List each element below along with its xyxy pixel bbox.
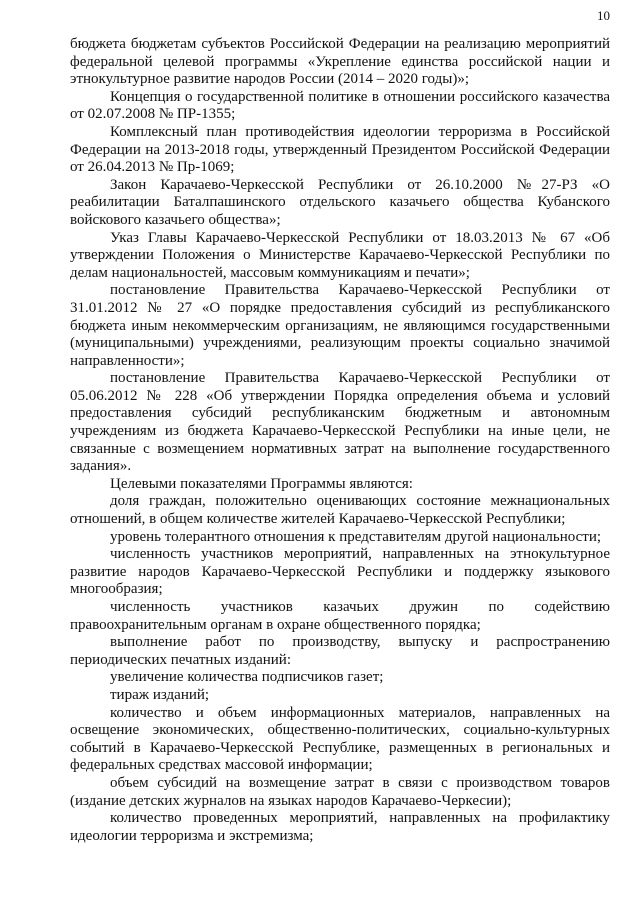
page-number: 10 — [597, 8, 610, 23]
paragraph: уровень толерантного отношения к представителям другой национальности; — [110, 528, 602, 545]
paragraph: Концепция о государственной политике в отношении российского казачества от 02.07.2008 № ПР-1355; — [70, 88, 610, 123]
paragraph: количество проведенных мероприятий, направленных на профилактику идеологии терроризма и экстремизма; — [70, 810, 610, 844]
paragraph: объем субсидий на возмещение затрат в связи с производством товаров (издание детских журналов на языках народов Карачаево-Черкесии); — [70, 774, 610, 809]
paragraph: увеличение количества подписчиков газет; — [110, 669, 384, 686]
paragraph: доля граждан, положительно оценивающих состояние межнациональных отношений, в общем количестве жителей Карачаево-Черкесской Республики; — [70, 493, 610, 528]
paragraph: численность участников казачьих дружин по содействию правоохранительным органам в охране общественного порядка; — [70, 599, 610, 633]
paragraph: бюджета бюджетам субъектов Российской Федерации на реализацию мероприятий федеральной целевой программы «Укрепление единства российской нации и этнокультурное развитие народов России (2014 – 2020 годы)»; — [70, 36, 610, 88]
paragraph: Целевыми показателями Программы являются: — [110, 475, 413, 492]
paragraph: количество и объем информационных материалов, направленных на освещение экономических, общественно-политических, социально-культурных событий в Карачаево-Черкесской Республике, размещенных в региональных и федеральных средствах массовой информации; — [70, 704, 610, 774]
paragraph: тираж изданий; — [110, 686, 210, 703]
paragraph: постановление Правительства Карачаево-Черкесской Республики от 31.01.2012 № 27 «О порядке предоставления субсидий из республиканского бюджета иным некоммерческим организациям, не являющимся государственными (муниципальными) учреждениями, реализующим проекты социально значимой направленности»; — [70, 282, 610, 369]
paragraph: Закон Карачаево-Черкесской Республики от 26.10.2000 №27-РЗ «О реабилитации Баталпашинского отдельского казачьего общества Кубанского войскового казачьего общества»; — [70, 176, 610, 228]
document-body — [70, 36, 610, 845]
paragraph: выполнение работ по производству, выпуску и распространению периодических печатных изданий: — [70, 634, 610, 668]
paragraph: Указ Главы Карачаево-Черкесской Республики от 18.03.2013 № 67 «Об утверждении Положения о Министерстве Карачаево-Черкесской Республики по делам национальностей, массовым коммуникациям и печати»; — [70, 229, 610, 281]
paragraph: постановление Правительства Карачаево-Черкесской Республики от 05.06.2012 № 228 «Об утверждении Порядка определения объема и условий предоставления субсидий республиканским бюджетным и автономным учреждениям из бюджета Карачаево-Черкесской Республики на иные цели, не связанные с возмещением нормативных затрат на выполнение государственного задания». — [70, 370, 610, 475]
paragraph: Комплексный план противодействия идеологии терроризма в Российской Федерации на 2013-2018 годы, утвержденный Президентом Российской Федерации от 26.04.2013 № Пр-1069; — [70, 123, 610, 176]
paragraph: численность участников мероприятий, направленных на этнокультурное развитие народов Карачаево-Черкесской Республики и поддержку языкового многообразия; — [70, 546, 610, 598]
